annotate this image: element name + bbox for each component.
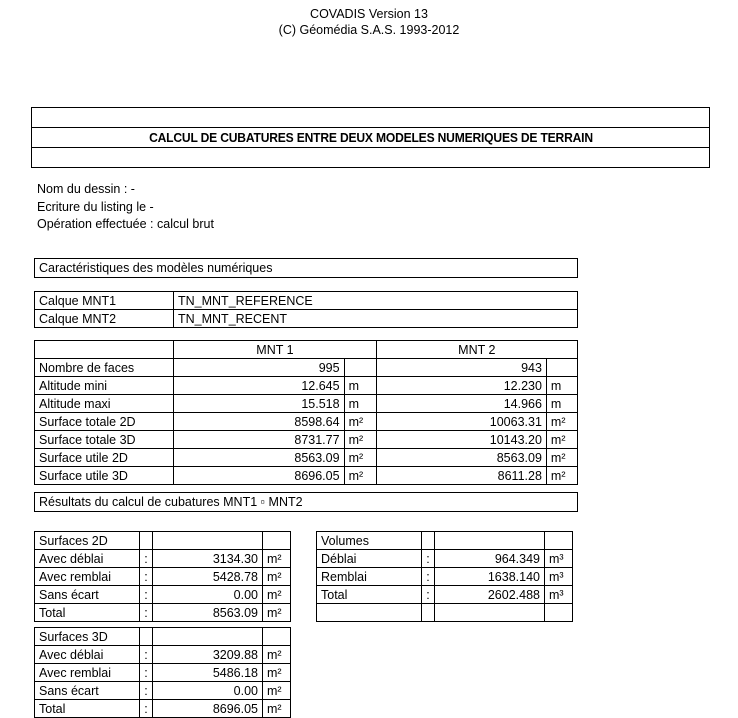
mnt2-unit: m² (546, 467, 577, 485)
surfaces-2d-table (34, 531, 291, 622)
row-unit: m² (263, 664, 291, 682)
row-label: Surface utile 2D (35, 449, 174, 467)
mnt1-column-header: MNT 1 (174, 341, 376, 359)
banner-spacer-cell-bottom (32, 148, 710, 168)
table-row (35, 700, 291, 718)
row-unit: m² (263, 700, 291, 718)
row-separator: : (140, 682, 153, 700)
table-row (35, 586, 291, 604)
row-unit: m³ (545, 568, 573, 586)
mnt2-unit: m (546, 395, 577, 413)
table-row (35, 310, 578, 328)
volumes-header-value (435, 532, 545, 550)
row-unit: m² (263, 604, 291, 622)
mnt1-value: 8731.77 (174, 431, 344, 449)
banner-title-row (32, 128, 710, 148)
table-row (35, 604, 291, 622)
results-section-row (35, 493, 578, 512)
mnt1-unit: m² (344, 467, 376, 485)
calque-mnt2-value: TN_MNT_RECENT (174, 310, 578, 328)
row-separator: : (140, 604, 153, 622)
copyright-line: (C) Géomédia S.A.S. 1993-2012 (278, 23, 460, 37)
row-unit: m³ (545, 550, 573, 568)
row-unit: m² (263, 682, 291, 700)
surfaces-2d-header-row (35, 532, 291, 550)
mnt2-value: 10063.31 (376, 413, 546, 431)
row-value: 0.00 (153, 682, 263, 700)
row-value: 1638.140 (435, 568, 545, 586)
title-banner (31, 107, 710, 168)
results-section-bar (34, 492, 578, 512)
row-separator: : (422, 586, 435, 604)
characteristics-section-row (35, 259, 578, 278)
mnt1-value: 995 (174, 359, 344, 377)
table-row (35, 646, 291, 664)
table-row (317, 586, 573, 604)
document-info (37, 181, 214, 234)
operation-line: Opération effectuée : calcul brut (37, 217, 214, 231)
mnt1-value: 12.645 (174, 377, 344, 395)
banner-spacer-row-top (32, 108, 710, 128)
row-separator: : (140, 664, 153, 682)
row-label: Nombre de faces (35, 359, 174, 377)
row-unit: m³ (545, 586, 573, 604)
row-value: 3209.88 (153, 646, 263, 664)
row-label: Remblai (317, 568, 422, 586)
calque-mnt1-value: TN_MNT_REFERENCE (174, 292, 578, 310)
mnt2-value: 10143.20 (376, 431, 546, 449)
surfaces-2d-header-sep (140, 532, 153, 550)
mnt2-value: 8611.28 (376, 467, 546, 485)
calque-table (34, 291, 578, 328)
table-row (35, 377, 578, 395)
row-separator: : (140, 568, 153, 586)
surfaces-3d-header-value (153, 628, 263, 646)
mnt1-value: 8598.64 (174, 413, 344, 431)
document-header (0, 6, 738, 38)
mnt2-unit (546, 359, 577, 377)
surfaces-3d-header-unit (263, 628, 291, 646)
row-unit: m² (263, 568, 291, 586)
table-row (35, 359, 578, 377)
row-value: 8696.05 (153, 700, 263, 718)
row-label (317, 604, 422, 622)
mnt2-unit: m² (546, 449, 577, 467)
row-separator: : (140, 700, 153, 718)
banner-spacer-row-bottom (32, 148, 710, 168)
row-separator: : (422, 568, 435, 586)
row-value: 5486.18 (153, 664, 263, 682)
mnt2-value: 943 (376, 359, 546, 377)
row-unit (545, 604, 573, 622)
table-row (35, 413, 578, 431)
row-label: Total (35, 700, 140, 718)
calque-mnt2-label: Calque MNT2 (35, 310, 174, 328)
row-label: Avec remblai (35, 568, 140, 586)
table-row (35, 550, 291, 568)
characteristics-section-bar (34, 258, 578, 278)
row-unit: m² (263, 646, 291, 664)
row-separator (422, 604, 435, 622)
table-row (35, 395, 578, 413)
mnt1-unit: m (344, 377, 376, 395)
volumes-header-unit (545, 532, 573, 550)
volumes-title: Volumes (317, 532, 422, 550)
mnt1-unit: m² (344, 413, 376, 431)
table-row (317, 604, 573, 622)
row-label: Sans écart (35, 682, 140, 700)
table-row (35, 682, 291, 700)
row-label: Surface utile 3D (35, 467, 174, 485)
table-row (317, 550, 573, 568)
volumes-header-sep (422, 532, 435, 550)
volumes-table (316, 531, 573, 622)
table-row (35, 568, 291, 586)
row-label: Avec déblai (35, 646, 140, 664)
table-row (35, 467, 578, 485)
surfaces-2d-header-value (153, 532, 263, 550)
surfaces-3d-title: Surfaces 3D (35, 628, 140, 646)
row-label: Surface totale 3D (35, 431, 174, 449)
mnt-header-blank (35, 341, 174, 359)
table-row (317, 568, 573, 586)
surfaces-3d-table (34, 627, 291, 718)
mnt-comparison-table (34, 340, 578, 485)
mnt2-value: 12.230 (376, 377, 546, 395)
mnt2-value: 14.966 (376, 395, 546, 413)
row-label: Altitude maxi (35, 395, 174, 413)
row-value: 8563.09 (153, 604, 263, 622)
drawing-name-line: Nom du dessin : - (37, 182, 135, 196)
volumes-header-row (317, 532, 573, 550)
table-row (35, 292, 578, 310)
row-value: 3134.30 (153, 550, 263, 568)
listing-date-line: Ecriture du listing le - (37, 199, 154, 214)
mnt1-value: 8563.09 (174, 449, 344, 467)
mnt2-unit: m² (546, 431, 577, 449)
row-separator: : (422, 550, 435, 568)
row-value (435, 604, 545, 622)
row-label: Total (35, 604, 140, 622)
app-version-line: COVADIS Version 13 (310, 7, 428, 21)
table-row (35, 431, 578, 449)
mnt-table-header-row (35, 341, 578, 359)
mnt2-unit: m (546, 377, 577, 395)
row-unit: m² (263, 586, 291, 604)
table-row (35, 664, 291, 682)
results-section-label: Résultats du calcul de cubatures MNT1 ▫ MNT2 (35, 493, 578, 512)
report-title: CALCUL DE CUBATURES ENTRE DEUX MODELES NUMERIQUES DE TERRAIN (55, 128, 686, 148)
mnt1-value: 8696.05 (174, 467, 344, 485)
mnt1-unit (344, 359, 376, 377)
row-label: Déblai (317, 550, 422, 568)
row-value: 5428.78 (153, 568, 263, 586)
mnt1-unit: m² (344, 431, 376, 449)
row-label: Sans écart (35, 586, 140, 604)
surfaces-3d-header-row (35, 628, 291, 646)
banner-spacer-cell-top (32, 108, 710, 128)
row-label: Surface totale 2D (35, 413, 174, 431)
mnt2-value: 8563.09 (376, 449, 546, 467)
row-value: 964.349 (435, 550, 545, 568)
mnt2-column-header: MNT 2 (376, 341, 577, 359)
row-unit: m² (263, 550, 291, 568)
row-value: 2602.488 (435, 586, 545, 604)
row-separator: : (140, 646, 153, 664)
mnt1-unit: m (344, 395, 376, 413)
row-separator: : (140, 586, 153, 604)
row-label: Altitude mini (35, 377, 174, 395)
row-separator: : (140, 550, 153, 568)
mnt1-value: 15.518 (174, 395, 344, 413)
calque-mnt1-label: Calque MNT1 (35, 292, 174, 310)
surfaces-2d-title: Surfaces 2D (35, 532, 140, 550)
row-label: Avec remblai (35, 664, 140, 682)
surfaces-3d-header-sep (140, 628, 153, 646)
mnt1-unit: m² (344, 449, 376, 467)
row-value: 0.00 (153, 586, 263, 604)
row-label: Total (317, 586, 422, 604)
table-row (35, 449, 578, 467)
row-label: Avec déblai (35, 550, 140, 568)
characteristics-section-label: Caractéristiques des modèles numériques (35, 259, 578, 278)
surfaces-2d-header-unit (263, 532, 291, 550)
mnt2-unit: m² (546, 413, 577, 431)
